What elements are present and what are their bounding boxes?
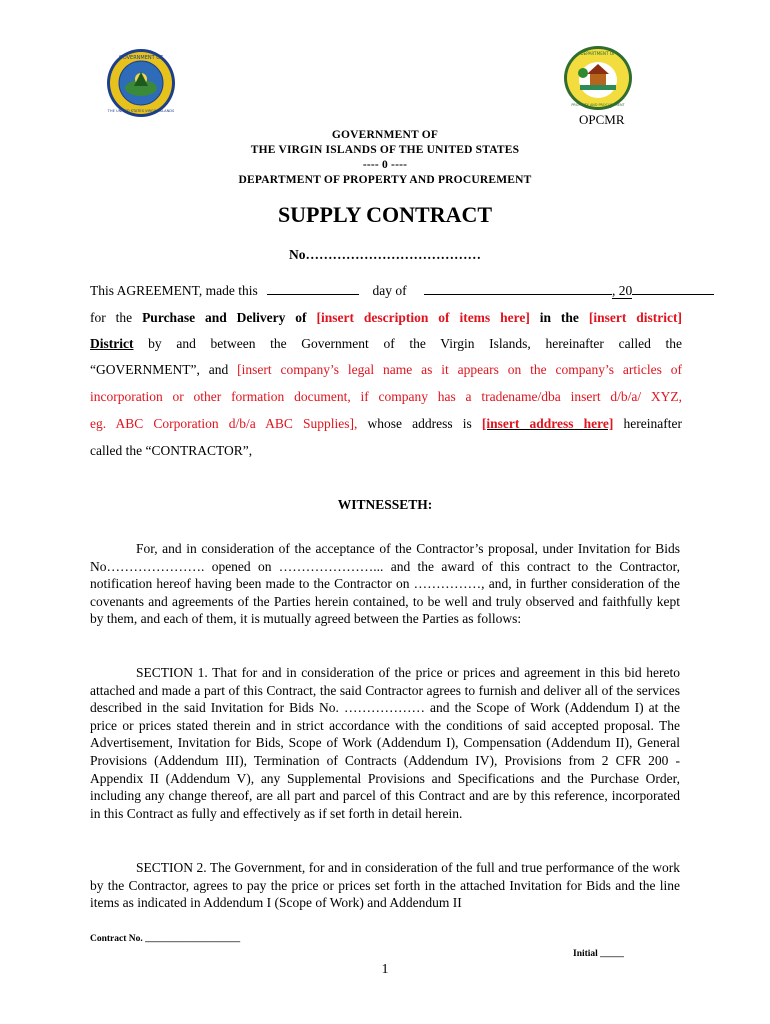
gov-line2: THE VIRGIN ISLANDS OF THE UNITED STATES bbox=[250, 144, 520, 156]
agreement-line-1 bbox=[90, 283, 740, 299]
right-seal-text-top: DEPARTMENT OF bbox=[580, 51, 616, 56]
header-divider: ---- 0 ---- bbox=[362, 159, 408, 171]
right-seal-text-bottom: PROPERTY AND PROCUREMENT bbox=[571, 103, 625, 107]
department-name: DEPARTMENT OF PROPERTY AND PROCUREMENT bbox=[238, 174, 532, 186]
day-blank[interactable] bbox=[267, 294, 359, 295]
agreement-line-2 bbox=[90, 310, 682, 326]
gov-line1: GOVERNMENT OF bbox=[331, 129, 439, 141]
day-of-label: day of bbox=[372, 283, 407, 298]
contract-number-line: No………………………………… bbox=[289, 247, 481, 262]
section-2-paragraph: SECTION 2. The Government, for and in consideration of the full and true performance of the work by the Contractor, agrees to pay the price or prices set forth in the attached Invitation for Bids and the line items as indicated in Addendum I (Scope of Work) and Addendum II bbox=[90, 860, 680, 911]
in-the-label: in the bbox=[529, 310, 589, 325]
witnesseth-heading: WITNESSETH: bbox=[337, 497, 433, 512]
agreement-text: for the bbox=[90, 310, 143, 325]
government-label: “GOVERNMENT”, and bbox=[90, 362, 238, 377]
month-blank[interactable] bbox=[424, 294, 612, 295]
insert-district-placeholder: [insert district] bbox=[588, 310, 682, 325]
intro-paragraph: For, and in consideration of the acceptance of the Contractor’s proposal, under Invitation for Bids No…………………. opened on …………………... and the award of this contract to the Contractor, notification hereof having been made to the Contractor on ……………, and, in further consideration of the covenants and agreements of the Parties herein contained, to be well and truly observed and faithfully kept by them, and each of them, it is mutually agreed between the Parties as follows: bbox=[90, 541, 680, 627]
left-seal-text-top: GOVERNMENT OF bbox=[118, 55, 164, 61]
document-header bbox=[0, 128, 770, 188]
agreement-line-7: called the “CONTRACTOR”, bbox=[90, 443, 253, 458]
agreement-line-5: incorporation or other formation document, if company has a tradename/dba insert d/b/a/ XYZ, bbox=[90, 389, 682, 404]
page-title: SUPPLY CONTRACT bbox=[277, 202, 493, 227]
initial-field: Initial _____ bbox=[573, 949, 624, 959]
department-seal-logo bbox=[563, 45, 633, 111]
insert-description-placeholder: [insert description of items here] bbox=[316, 310, 530, 325]
agreement-text: by and between the Government of the Virgin Islands, hereinafter called the bbox=[133, 336, 682, 351]
left-seal-text-bottom: THE UNITED STATES VIRGIN ISLANDS bbox=[107, 109, 175, 113]
year-prefix: , 20 bbox=[612, 283, 633, 298]
contract-number-footer: Contract No. ____________________ bbox=[90, 934, 241, 944]
made-this-label: This AGREEMENT, made this bbox=[90, 283, 258, 298]
section-1-paragraph: SECTION 1. That for and in consideration of the price or prices and agreement in this bid hereto attached and made a part of this Contract, the said Contractor agrees to furnish and deliver all of the services described in the said Invitation for Bids No. ……………… and the Scope of Work (Addendum I) at the price or prices stated therein and in strict accordance with the conditions of said accepted proposal. The Advertisement, Invitation for Bids, Scope of Work (Addendum I), Compensation (Addendum II), General Provisions (Addendum III), Termination of Contracts (Addendum IV), Provisions from 2 CFR 200 - Appendix II (Addendum V), any Supplemental Provisions and Specifications and the Purchase Order, including any change thereof, are all part and parcel of this Contract and are by this reference, incorporated in this Contract as fully and effectively as if set forth in detail herein. bbox=[90, 665, 680, 821]
company-example-placeholder: eg. ABC Corporation d/b/a ABC Supplies], bbox=[90, 416, 358, 431]
district-label: District bbox=[90, 336, 134, 351]
insert-address-placeholder: [insert address here] bbox=[481, 416, 614, 431]
insert-company-placeholder: [insert company’s legal name as it appears on the company’s articles of bbox=[237, 362, 682, 377]
purchase-delivery-label: Purchase and Delivery of bbox=[142, 310, 317, 325]
agreement-line-3 bbox=[90, 336, 682, 352]
agreement-text: hereinafter bbox=[613, 416, 682, 431]
agreement-line-6 bbox=[90, 416, 682, 432]
agreement-text: whose address is bbox=[357, 416, 482, 431]
government-seal-logo bbox=[106, 48, 176, 118]
page-number: 1 bbox=[381, 962, 389, 977]
year-blank[interactable] bbox=[632, 294, 714, 295]
opcmr-label: OPCMR bbox=[579, 112, 625, 127]
agreement-line-4 bbox=[90, 362, 682, 378]
